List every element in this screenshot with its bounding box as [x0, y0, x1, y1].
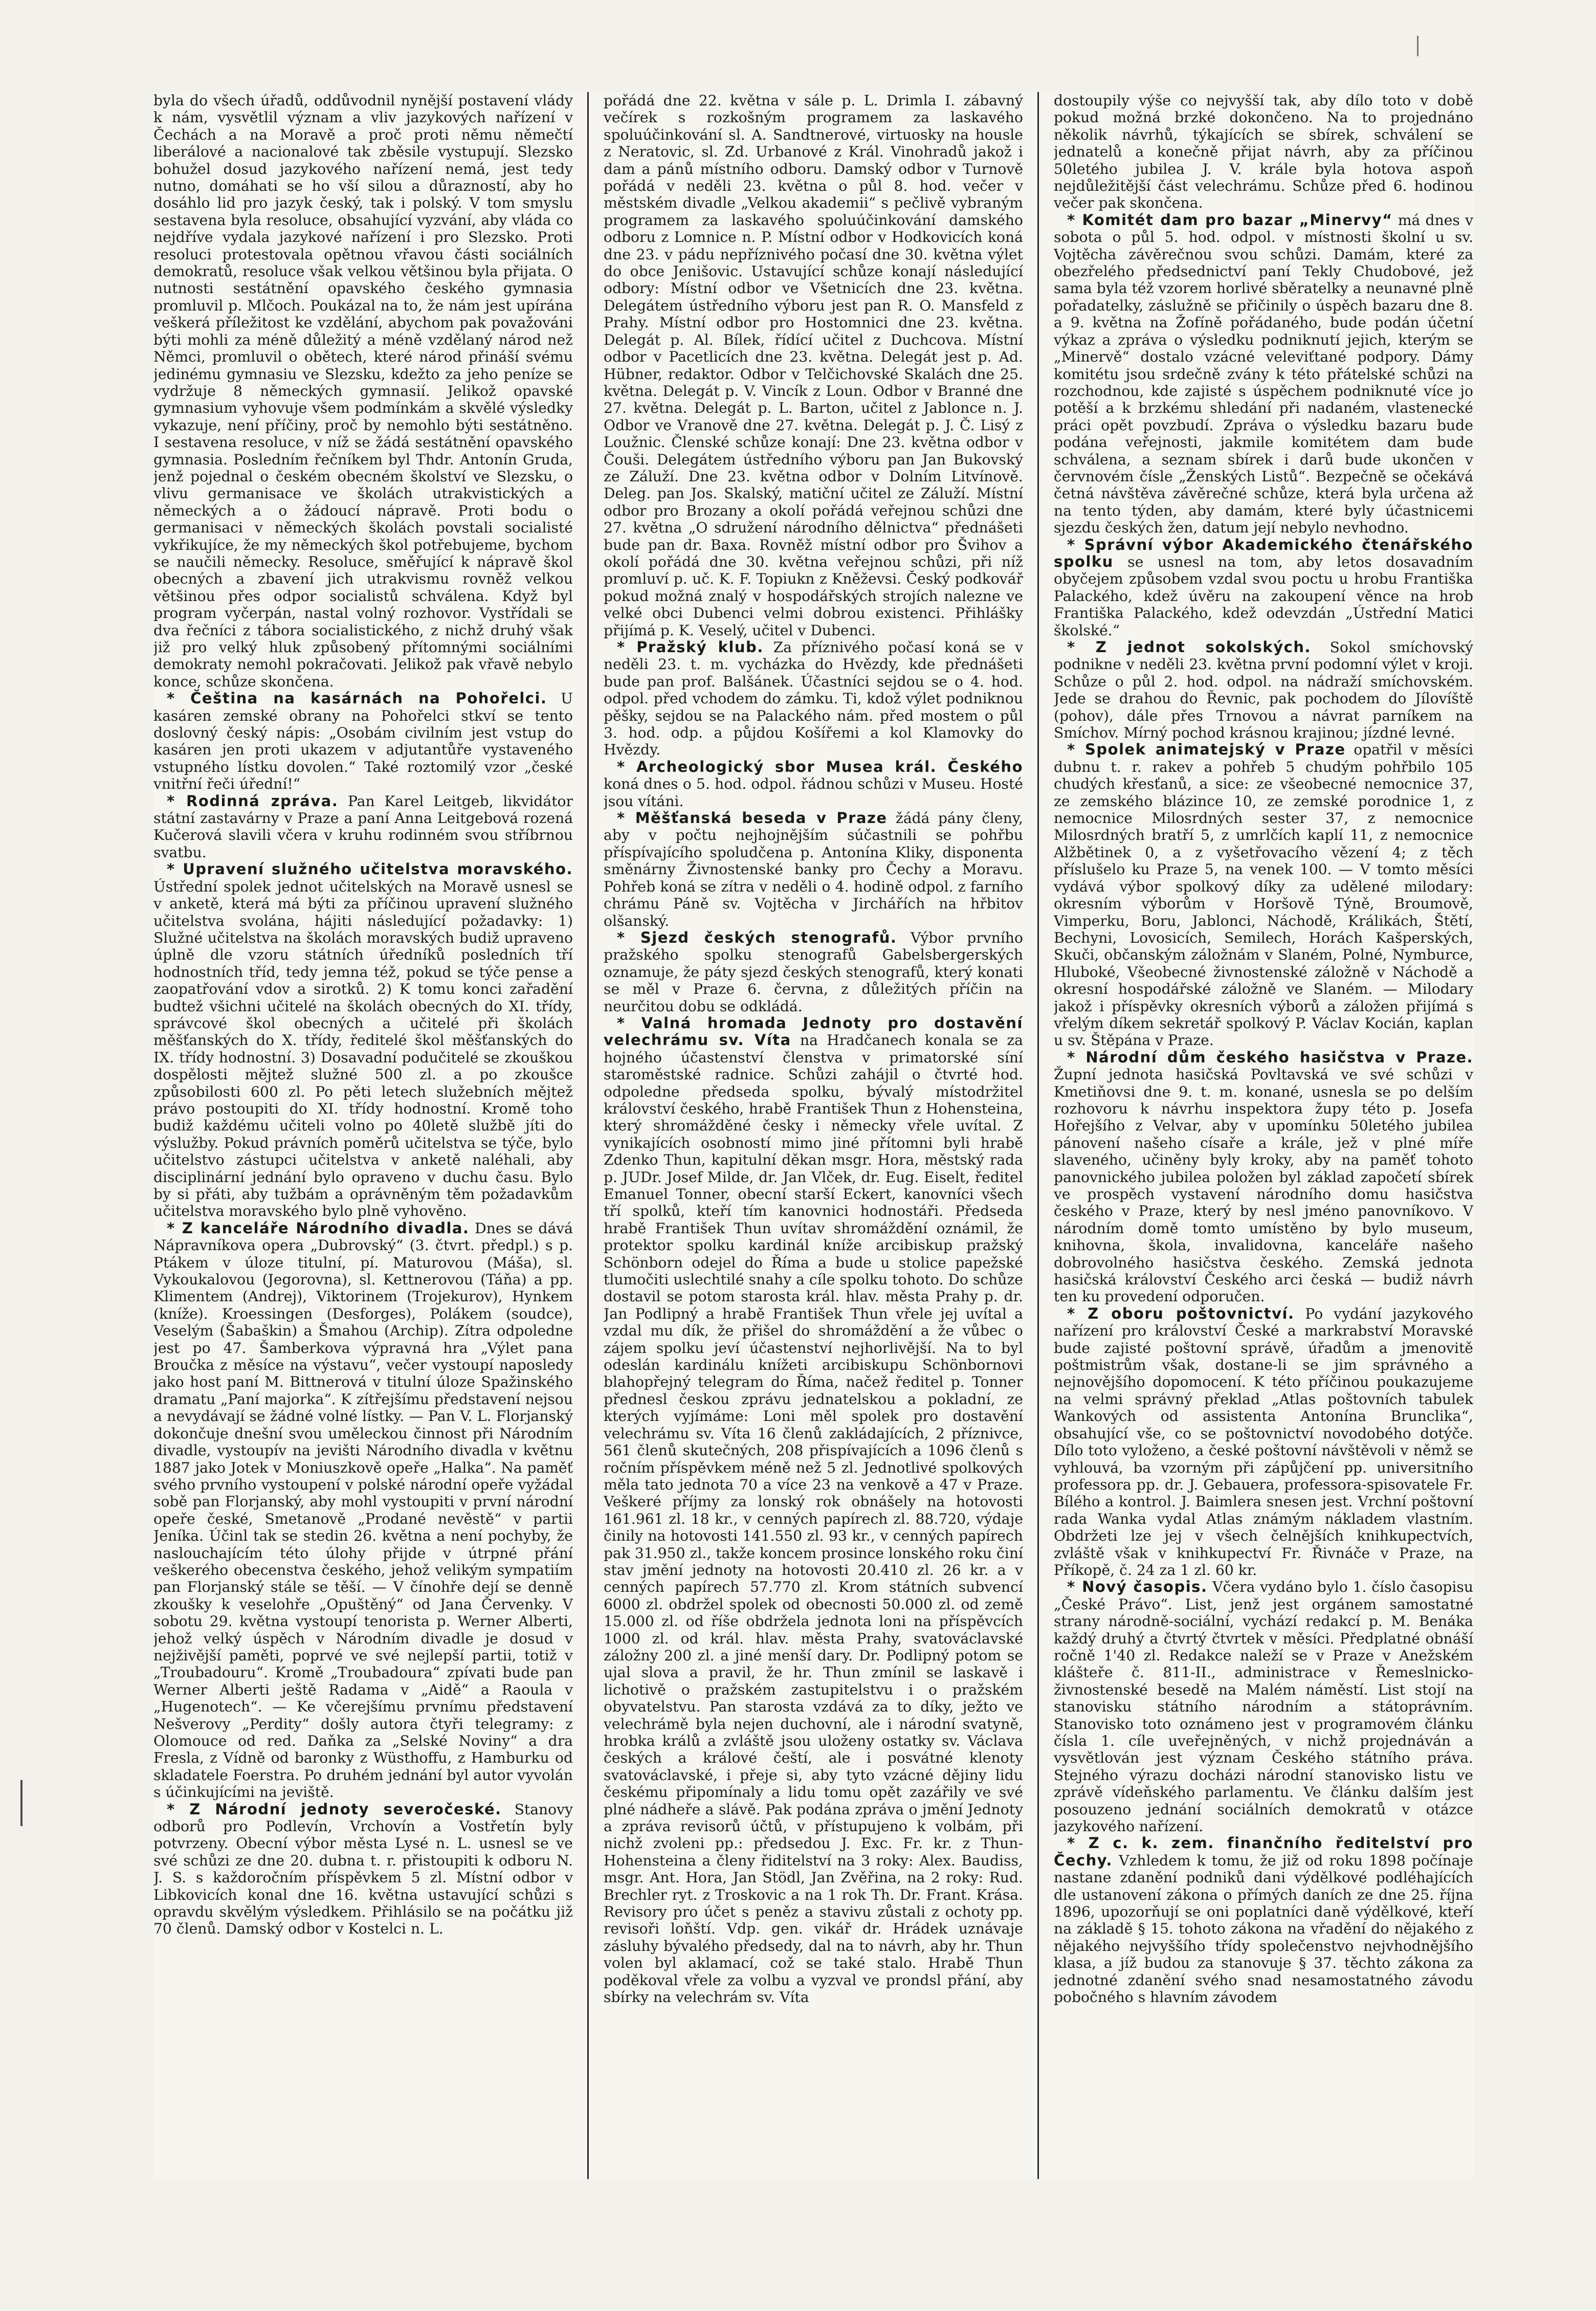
column-rule: [1037, 92, 1039, 2179]
article-paragraph: [1054, 1835, 1473, 2006]
article-paragraph: [1054, 1579, 1473, 1835]
article-text: koná dnes o 5. hod. odpol. řádnou schůzi v Museu. Hosté jsou vítáni.: [604, 775, 1023, 810]
text-column-3: [1054, 92, 1473, 2179]
article-text: byla do všech úřadů, oddůvodnil nynější postavení vlády k nám, vysvětlil význam a vliv jazykových nařízení v Čechách a na Moravě a proč proti němu němečtí liberálové a nacionalové tak zběsile vystupují. Slezsko bohužel dosud jazykového nařízení nemá, jest tedy nutno, domáhati se ho vší silou a důrazností, aby ho dosáhlo lid pro jazyk český, tak i polský. V tom smyslu sestavena byla resoluce, obsahující vyzvání, aby vláda co nejdříve vydala jazykové nařízení i pro Slezsko. Proti resoluci protestovala opětnou vřavou části sociálních demokratů, resoluce však velkou většinou byla přijata. O nutnosti sestátnění opavského českého gymnasia promluvil p. Mlčoch. Poukázal na to, že nám jest upírána veškerá příležitost ke vzdělání, abychom pak považováni býti mohli za méně důležitý a méně vzdělaný národ než Němci, promluvil o obětech, které národ přináší svému jedinému gymnasiu ve Slezsku, kdežto za jeho peníze se vydržuje 8 německých gymnasií. Jelikož opavské gymnasium vyhovuje všem podmínkám a skvělé výsledky vykazuje, není příčiny, proč by nemohlo býti sestátněno. I sestavena resoluce, v níž se žádá sestátnění opavského gymnasia. Posledním řečníkem byl Thdr. Antonín Gruda, jenž pojednal o českém obecném školství ve Slezsku, o vlivu germanisace ve školách utrakvistických a německých a o žádoucí nápravě. Proti bodu o germanisaci v německých školách povstali socialisté vykřikujíce, že my německých škol potřebujeme, bychom se naučili německy. Resoluce, směřující k nápravě škol obecných a zbavení jich utrakvismu rovněž velkou většinou přes odpor socialistů schválena. Když byl program vyčerpán, nastal volný rozhovor. Vystřídali se dva řečníci z tábora socialistického, z nichž druhý však již pro velký hluk způsobený přítomnými sociálními demokraty nemohl pokračovati. Jelikož pak vřavě nebylo konce, schůze skončena.: [153, 92, 573, 690]
article-heading: * Z c. k. zem. finančního ředitelství pro Čechy.: [1054, 1834, 1473, 1869]
article-heading: * Z Národní jednoty severočeské.: [167, 1800, 502, 1818]
article-paragraph: [1054, 741, 1473, 1049]
article-heading: * Měšťanská beseda v Praze: [617, 809, 888, 827]
article-paragraph: [1054, 92, 1473, 212]
article-heading: * Správní výbor Akademického čtenářského spolku: [1054, 536, 1473, 570]
article-paragraph: [153, 1220, 573, 1801]
article-text: Sokol smíchovský podnikne v neděli 23. května první podomní výlet v kroji. Schůze o půl 2. hod. odpol. na nádraží smíchovském. Jede se drahou do Řevnic, pak pochodem do Jílovíště (pohov), dále přes Trnovou a návrat parníkem na Smíchov. Mírný pochod krásnou krajinou; jízdné levné.: [1054, 639, 1473, 742]
article-text: se usnesl na tom, aby letos dosavadním obyčejem způsobem vzdal svou poctu u hrobu Františka Palackého, kdež úvěru na zakoupení věnce na hrob Františka Palackého, kdež odevzdán „Ústřední Matici školské.“: [1054, 553, 1473, 639]
article-heading: * Pražský klub.: [617, 638, 764, 656]
article-text: opatřil v měsíci dubnu t. r. rakev a pohřeb 5 chudým pohřbilo 105 chudých křesťanů, a sice: ze všeobecné nemocnice 37, ze zemského blázince 10, ze zemské porodnice 1, z nemocnice Milosrdných sester 37, z nemocnice Milosrdných bratří 5, z umrlčích kaplí 11, z nemocnice Alžbětinek 0, a z vyšetřovacího vězení 4; z těch příslušelo ku Praze 5, na venek 100. — V tomto měsíci vydává výbor spolkový díky za udělené milodary: okresním výborům v Horšově Týně, Broumově, Vimperku, Boru, Jablonci, Náchodě, Králikách, Štětí, Bechyni, Lovosicích, Semilech, Horách Kašperských, Skuči, občanským záložnám v Slaném, Polné, Nymburce, Hluboké, Všeobecné živnostenské záložně v Náchodě a okresní hospodářské záložně ve Slaném. — Milodary jakož i příspěvky okresních výborů a záložen přijímá s vřelým díkem sekretář spolkový P. Václav Kocián, kaplan u sv. Štěpána v Praze.: [1054, 741, 1473, 1049]
article-paragraph: [1054, 212, 1473, 537]
article-text: Za příznivého počasí koná se v neděli 23. t. m. vycházka do Hvězdy, kde přednášeti bude pan prof. Balšánek. Účastníci sejdou se o 4. hod. odpol. před vchodem do zámku. Ti, kdož výlet podniknou pěšky, sejdou se na Palackého nám. před mostem o půl 3. hod. odp. a půjdou Košířemi a kol Klamovky do Hvězdy.: [604, 639, 1023, 759]
article-text: Dnes se dává Nápravníkova opera „Dubrovský“ (3. čtvrt. předpl.) s p. Ptákem v úloze titulní, pí. Maturovou (Máša), sl. Vykoukalovou (Jegorovna), sl. Kettnerovou (Táňa) a pp. Klimentem (Andrej), Viktorinem (Trojekurov), Hynkem (kníže). Kroessingen (Desforges), Polákem (soudce), Veselým (Šabaškin) a Šmahou (Archip). Zítra odpoledne jest po 47. Šamberkova výpravná hra „Výlet pana Broučka z měsíce na výstavu“, večer vystoupí naposledy jako host paní M. Bittnerová v titulní úloze Spažinského dramatu „Paní majorka“. K zítřejšímu představení nejsou a nevydávají se žádné volné lístky. — Pan V. L. Florjanský dokončuje dnešní svou uměleckou činnost při Národním divadle, vystoupív na jevišti Národního divadla v květnu 1887 jako Jotek v Moniuszkově opeře „Halka“. Na paměť svého prvního vystoupení v polské národní opeře vyžádal sobě pan Florjanský, aby mohl vystoupiti v první národní opeře české, Smetanově „Prodané nevěstě“ v partii Jeníka. Účinl tak se stedin 26. května a není pochyby, že naslouchajícím této úlohy přijde v útrpné přání veškerého obecenstva českého, jehož velikým sympatiím pan Florjanský stále se těší. — V čínohře dejí se denně zkoušky k veselohře „Opuštěný“ od Jana Červenky. V sobotu 29. května vystoupí tenorista p. Werner Alberti, jehož velký úspěch v Národním divadle je dosud v nejživější paměti, poprvé ve své nejlepší partii, totiž v „Troubadouru“. Kromě „Troubadoura“ zpívati bude pan Werner Alberti ještě Radama v „Aidě“ a Raoula v „Hugenotech“. — Ke včerejšímu prvnímu představení Nešverovy „Perdity“ došly autora čtyři telegramy: z Olomouce od red. Daňka za „Selské Noviny“ a dra Fresla, z Vídně od baronky z Wüsthoffu, z Hamburku od skladatele Foerstra. Po druhém jednání byl autor vyvolán s účinkujícími na jeviště.: [153, 1219, 573, 1801]
article-text: Po vydání jazykového nařízení pro království České a markrabství Moravské bude zajisté poštovní správě, úřadům a jmenovitě poštmistrům však, dostane-li se jim správného a nejnovějšího dopomocení. K této příčinou poukazujeme na velmi správný překlad „Atlas poštovních tabulek Wankových od assistenta Antonína Brunclika“, obsahující vše, co se poštovnictví novodobého dotýče. Dílo toto vyloženo, a české poštovní návštěvoli v němž se vyhlouvá, ba vzorným při zápůjčení pp. universitního professora pp. dr. J. Gebauera, professora-spisovatele Fr. Bílého a kontrol. J. Baimlera snesen jest. Vrchní poštovní rada Wanka vydal Atlas známým nákladem vlastním. Obdržeti lze jej v všech čelnějších knihkupectvích, zvláště však v knihkupectví Fr. Řivnáče v Praze, na Příkopě, č. 24 za 1 zl. 60 kr.: [1054, 1305, 1473, 1579]
article-paragraph: [153, 690, 573, 792]
article-paragraph: [1054, 639, 1473, 741]
article-paragraph: [604, 759, 1023, 810]
article-heading: * Z kanceláře Národního divadla.: [167, 1219, 470, 1237]
article-text: Ústřední spolek jednot učitelských na Moravě usnesl se v anketě, která má býti za příčinou upravení služného učitelstva svolána, hájiti následující požadavky: 1) Služné učitelstva na školách moravských budiž upraveno úplně dle vzoru státních úředníků posledních tří hodnostních tříd, tedy jemna též, pokud se týče pense a zaopatřování vdov a sirotků. 2) K tomu konci zařadění budtež všichni učitelé na školách obecných do XI. třídy, správcové škol obecných a učitelé při školách měšťanských do X. třídy, ředitelé škol měšťanských do IX. třídy hodnostní. 3) Dosavadní podučitelé se zkouškou dospělosti mějtež služné 500 zl. a po zkoušce způsobilosti 600 zl. Po pěti letech služebních mějtež právo postoupiti do XI. třídy hodnostní. Kromě toho budiž každému učiteli volno po 40letě službě jíti do výslužby. Pokud právních poměrů učitelstva se týče, bylo učitelstvo zástupci učitelstva v anketě naléhali, aby disciplinární jednání bylo opraveno v duchu času. Bylo by si přáti, aby tužbám a oprávněným těm požadavkům učitelstva moravského bylo plně vyhověno.: [153, 878, 573, 1220]
article-heading: * Upravení služného učitelstva moravského.: [167, 860, 573, 878]
article-text: dostoupily výše co nejvyšší tak, aby dílo toto v době pokud možná brzké dokončeno. Na to projednáno několik návrhů, týkajících se sbírek, schválení se jednatelů a konečně přijat návrh, aby za příčinou 50letého jubilea J. V. krále byla hotova aspoň nejdůležitější část velechrámu. Schůze před 6. hodinou večer pak skončena.: [1054, 92, 1473, 212]
column-rule: [587, 92, 589, 2179]
article-text: má dnes v sobota o půl 5. hod. odpol. v místnosti školní u sv. Vojtěcha závěrečnou svou schůzi. Damám, které za obezřelého předsednictví paní Tekly Chudobové, jež sama byla též vzorem horlivé sběratelky a neunavné plně pořadatelky, záslužně se přičinily o úspěch bazaru dne 8. a 9. května na Žofíně pořádaného, bude podán účetní výkaz a zpráva o výsledku podniknutí jejich, kterým se „Minervě“ dostalo vzácné veleviťtané podpory. Dámy komitétu jsou srdečně zvány k této přátelské schůzi na rozchodnou, kde zajisté s úspěchem podniknuté více jo potěší a k brzkému shledání při nadaném, vlastenecké práci opět povzbudí. Zpráva o výsledku bazaru bude podána veřejnosti, jakmile komitétem dam bude schválena, a seznam sbírek i darů bude ukončen v červnovém čísle „Ženských Listů“. Bezpečně se očekává četná návštěva závěrečné schůze, která byla určena až na tento týden, aby damám, které byly účastnicemi sjezdu českých žen, datum její nebylo nevhodno.: [1054, 211, 1473, 537]
article-paragraph: [1054, 537, 1473, 639]
article-text: Výbor prvního pražského spolku stenografů Gabelsbergerských oznamuje, že páty sjezd českých stenografů, který konati se měl v Praze 6. června, z důležitých příčin na neurčitou dobu se odkládá.: [604, 929, 1023, 1015]
text-column-2: [604, 92, 1023, 2179]
article-paragraph: [153, 1801, 573, 1938]
article-text: na Hradčanech konala se za hojného účastenství členstva v primatorské síní staroměstské radnice. Schůzi zahájil o čtvrté hod. odpoledne předseda spolku, bývalý místodržitel království českého, hrabě František Thun z Hohensteina, který shromážděné česky i německy vřele uvítal. Z vynikajících osobností mimo jiné přítomni byli hrabě Zdenko Thun, kapitulní děkan msgr. Hora, městský rada p. JUDr. Josef Milde, dr. Jan Vlček, dr. Eug. Eiselt, ředitel Emanuel Tonner, obecní starší Eckert, kanovníci všech tří spolků, kteří tím kanovnici hodnostáři. Předseda hrabě František Thun uvítav shromáždění oznámil, že protektor spolku kardinál kníže arcibiskup pražský Schönborn odejel do Říma a bude u stolice papežské tlumočiti uslechtilé snahy a cíle spolku tohoto. Do schůze dostavil se potom starosta král. hlav. města Prahy p. dr. Jan Podlipný a hrabě František Thun vřele jej uvítal a vzdal mu dík, že přišel do shromáždění a že vůbec o zájem spolku jeví účastenství nejhorlivější. Na to byl odeslán kardinálu knížeti arcibiskupu Schönbornovi blahopřejný telegram do Říma, načež ředitel p. Tonner přednesl českou zprávu jednatelskou a pokladní, ze kterých vyjímáme: Loni měl spolek pro dostavění velechrámu sv. Víta 16 členů zakládajících, 2 příznivce, 561 členů skutečných, 208 přispívajících a 1096 členů s ročním příspěvkem méně než 5 zl. Jednotlivé spolkových měla tato jednota 70 a více 23 na venkově a 47 v Praze. Veškeré příjmy za lonský rok obnášely na hotovosti 161.961 zl. 18 kr., v cenných papírech zl. 88.720, výdaje činily na hotovosti 141.550 zl. 93 kr., v cenných papírech pak 31.950 zl., takže koncem prosince lonského roku činí stav jmění jednoty na hotovosti 20.410 zl. 26 kr. a v cenných papírech 57.770 zl. Krom státních subvencí 6000 zl. obdržel spolek od obecnosti 50.000 zl. od země 15.000 zl. od říše obdržela jednota loni na příspěvcích 1000 zl. od král. hlav. města Prahy, svatováclavské záložny 200 zl. a jiné menší dary. Dr. Podlipný potom se ujal slova a pravil, že hr. Thun zmínil se laskavě i lichotivě o pražském zastupitelstvu i o pražském obyvatelstvu. Pan starosta vzdává za to díky, ježto ve velechrámě byla nejen duchovní, ale i národní svatyně, hrobka králů a zvláště jsou uloženy ostatky sv. Václava českých a králové čeští, ale i posvátné klenoty svatováclavské, i přeje si, aby tyto vzácné dějiny lidu českému připomínaly a lidu tomu opět zazářily ve své plné nádheře a slávě. Pak podána zpráva o jmění Jednoty a zpráva revisorů účtů, v přístupujeno k volbám, při nichž zvoleni pp.: předsedou J. Exc. Fr. kr. z Thun-Hohensteina a členy řiditelství na 3 roky: Alex. Baudiss, msgr. Ant. Hora, Jan Stödl, Jan Zvěřina, na 2 roky: Rud. Brechler ryt. z Troskovic a na 1 rok Th. Dr. Frant. Krása. Revisory pro účet s peněz a stavivu zůstali z ochoty pp. revisoři loňští. Vdp. gen. vikář dr. Hrádek uznávaje zásluhy bývalého předsedy, dal na to návrh, aby hr. Thun volen byl aklamací, což se také stalo. Hrabě Thun poděkoval vřele za volbu a vyzval ve prondsl přání, aby sbírky na velechrám sv. Víta: [604, 1032, 1023, 2006]
article-paragraph: [153, 861, 573, 1220]
text-column-1: [153, 92, 573, 2179]
article-heading: * Národní dům českého hasičstva v Praze.: [1067, 1048, 1473, 1066]
article-paragraph: [153, 793, 573, 861]
article-heading: * Spolek animatejský v Praze: [1067, 741, 1346, 759]
article-text: Stanovy odborů pro Podlevín, Vrchovín a Vostřetín byly potvrzeny. Obecní výbor města Lysé n. L. usnesl se ve své schůzi ze dne 20. dubna t. r. přistoupiti k odboru N. J. S. s každoročním příspěvkem 5 zl. Místní odbor v Libkovicích konal dne 16. května ustavující schůzi s opravdu skvělým výsledkem. Přihlásilo se na počátku již 70 členů. Damský odbor v Kostelci n. L.: [153, 1801, 573, 1938]
article-text: Župní jednota hasičská Povltavská ve své schůzi v Kmetiňovsi dne 9. t. m. konané, usnesla se po delším rozhovoru k návrhu inspektora župy této p. Josefa Hořejšího z Velvar, aby v upomínku 50letého jubilea pánovení našeho císaře a krále, jež v plné míře slaveného, učiněny byly kroky, aby na paměť tohoto panovnického jubilea položen byl základ započetí sbírek ve prospěch vystavení národního domu hasičstva českého v Praze, který by nesl jméno panovníkovo. V národním domě tomto umístěno by bylo museum, knihovna, škola, invalidovna, kanceláře našeho dobrovolného hasičstva českého. Zemská jednota hasičská království Českého arci česká — budiž návrh ten ku provedení odporučen.: [1054, 1066, 1473, 1305]
article-text: Pan Karel Leitgeb, likvidátor státní zastavárny v Praze a paní Anna Leitgebová rozená Kučerová slavili včera v kruhu rodinném svou stříbrnou svatbu.: [153, 792, 573, 861]
article-text: U kasáren zemské obrany na Pohořelci stkví se tento doslovný český nápis: „Osobám civilním jest vstup do kasáren jen proti ukazem v adjutantůře vystaveného vstupného lístku dovolen.“ Také roztomilý vzor „české vnitřní řeči úřední!“: [153, 690, 573, 793]
article-paragraph: [604, 929, 1023, 1015]
article-paragraph: [153, 92, 573, 690]
article-text: žádá pány členy, aby v počtu nejhojnějším súčastnili se pohřbu příspívajícího spoludčena p. Antonína Kliky, disponenta směnárny Živnostenské banky pro Čechy a Moravu. Pohřeb koná se zítra v neděli o 4. hodině odpol. z farního chrámu Páně sv. Vojtěcha v Jirchářích na hřbitov olšanský.: [604, 810, 1023, 929]
corner-mark: [1417, 36, 1418, 56]
article-heading: * Sjezd českých stenografů.: [617, 928, 897, 946]
article-heading: * Čeština na kasárnách na Pohořelci.: [167, 690, 547, 707]
article-paragraph: [1054, 1305, 1473, 1579]
article-heading: * Z jednot sokolských.: [1067, 638, 1311, 656]
article-paragraph: [604, 810, 1023, 929]
article-heading: * Archeologický sbor Musea král. Českého: [617, 758, 1023, 775]
article-text: Včera vydáno bylo 1. číslo časopisu „České Právo“. List, jenž jest orgánem samostatné strany národně-sociální, vychází redakcí p. M. Benáka každý druhý a čtvrtý čtvrtek v měsíci. Předplatné obnáší ročně 1'40 zl. Redakce naleží se v Praze v Anežském klášteře č. 811-II., administrace v Řemeslnicko-živnostenské besedě na Malém náměstí. List stojí na stanovisku státního národním a státoprávním. Stanovisko toto oznámeno jest v programovém článku čísla 1. cíle uveřejněných, v nichž projednáván a vysvětlován jest význam Českého státního práva. Stejného výrazu docházi národní stanovisko listu ve zprávě vídeňského parlamentu. Ve článku dalším jest posouzeno jednání sociálních demokratů v otázce jazykového nařízení.: [1054, 1579, 1473, 1835]
article-heading: * Z oboru poštovnictví.: [1067, 1304, 1295, 1322]
article-paragraph: [604, 639, 1023, 759]
edge-mark: [20, 1780, 23, 1826]
article-heading: * Komitét dam pro bazar „Minervy“: [1067, 211, 1393, 229]
article-text: pořádá dne 22. května v sále p. L. Drimla I. zábavný večírek s rozkošným programem za laskavého spoluúčinkování sl. A. Sandtnerové, virtuosky na housle z Neratovic, sl. Zd. Urbanové z Král. Vinohradů jakož i dam a pánů místního odboru. Damský odbor v Turnově pořádá v neděli 23. května o půl 8. hod. večer v městském divadle „Velkou akademii“ s pečlivě vybraným programem za laskavého spoluúčinkování damského odboru z Lomnice n. P. Místní odbor v Hodkovicích koná dne 23. v pádu nepříznivého počasí dne 30. května výlet do obce Jenišovic. Ustavující schůze konají následující odbory: Místní odbor ve Všetnicích dne 23. května. Delegátem ústředního výboru jest pan R. O. Mansfeld z Prahy. Místní odbor pro Hostomnici dne 23. května. Delegát p. Al. Bílek, řídící učitel z Duchcova. Místní odbor v Pacetlicích dne 23. května. Delegát jest p. Ad. Hübner, redaktor. Odbor v Telčichovské Skalách dne 25. května. Delegát p. V. Vincík z Loun. Odbor v Branné dne 27. května. Delegát p. L. Barton, učitel z Jablonce n. J. Odbor ve Vranově dne 27. května. Delegát p. J. Č. Lisý z Loužnic. Členské schůze konají: Dne 23. května odbor v Čouši. Delegátem ústředního výboru pan Jan Bukovský ze Záluží. Dne 23. května odbor v Dolním Litvínově. Deleg. pan Jos. Skalský, matiční učitel ze Záluží. Místní odbor pro Brozany a okolí pořádá veřejnou schůzi dne 27. května „O sdružení národního dělnictva“ přednášeti bude pan dr. Baxa. Rovněž místní odbor pro Švihov a okolí pořádá dne 30. května veřejnou schůzi, při níž promluví p. uč. K. F. Topiukn z Kněževsi. Český podkovář pokud možná znalý v hospodářských strojích nalezne ve velké obci Dubenci velmi dobrou existenci. Přihlášky přijímá p. K. Veselý, učitel v Dubenci.: [604, 92, 1023, 639]
article-paragraph: [604, 1015, 1023, 2006]
article-heading: * Valná hromada Jednoty pro dostavění velechrámu sv. Víta: [604, 1014, 1023, 1049]
article-text: Vzhledem k tomu, že již od roku 1898 počínaje nastane zdanění podniků dani výdělkové podléhajících dle ustanovení zákona o přímých daních ze dne 25. října 1896, upozorňují se oni poplatníci daně výdělkové, kteří na základě § 15. tohoto zákona na vřadění do nějakého z nějakého nejvyššího třídy společenstvo nejvhodnějšího klasa, a jíž budou za stanovuje § 37. těchto zákona za jednotné zdanění svého snad nesamostatného závodu pobočného s hlavním závodem: [1054, 1852, 1473, 2006]
article-heading: * Nový časopis.: [1067, 1578, 1208, 1596]
article-paragraph: [1054, 1049, 1473, 1305]
article-paragraph: [604, 92, 1023, 639]
newspaper-sheet: [153, 92, 1473, 2179]
article-heading: * Rodinná zpráva.: [167, 792, 339, 810]
